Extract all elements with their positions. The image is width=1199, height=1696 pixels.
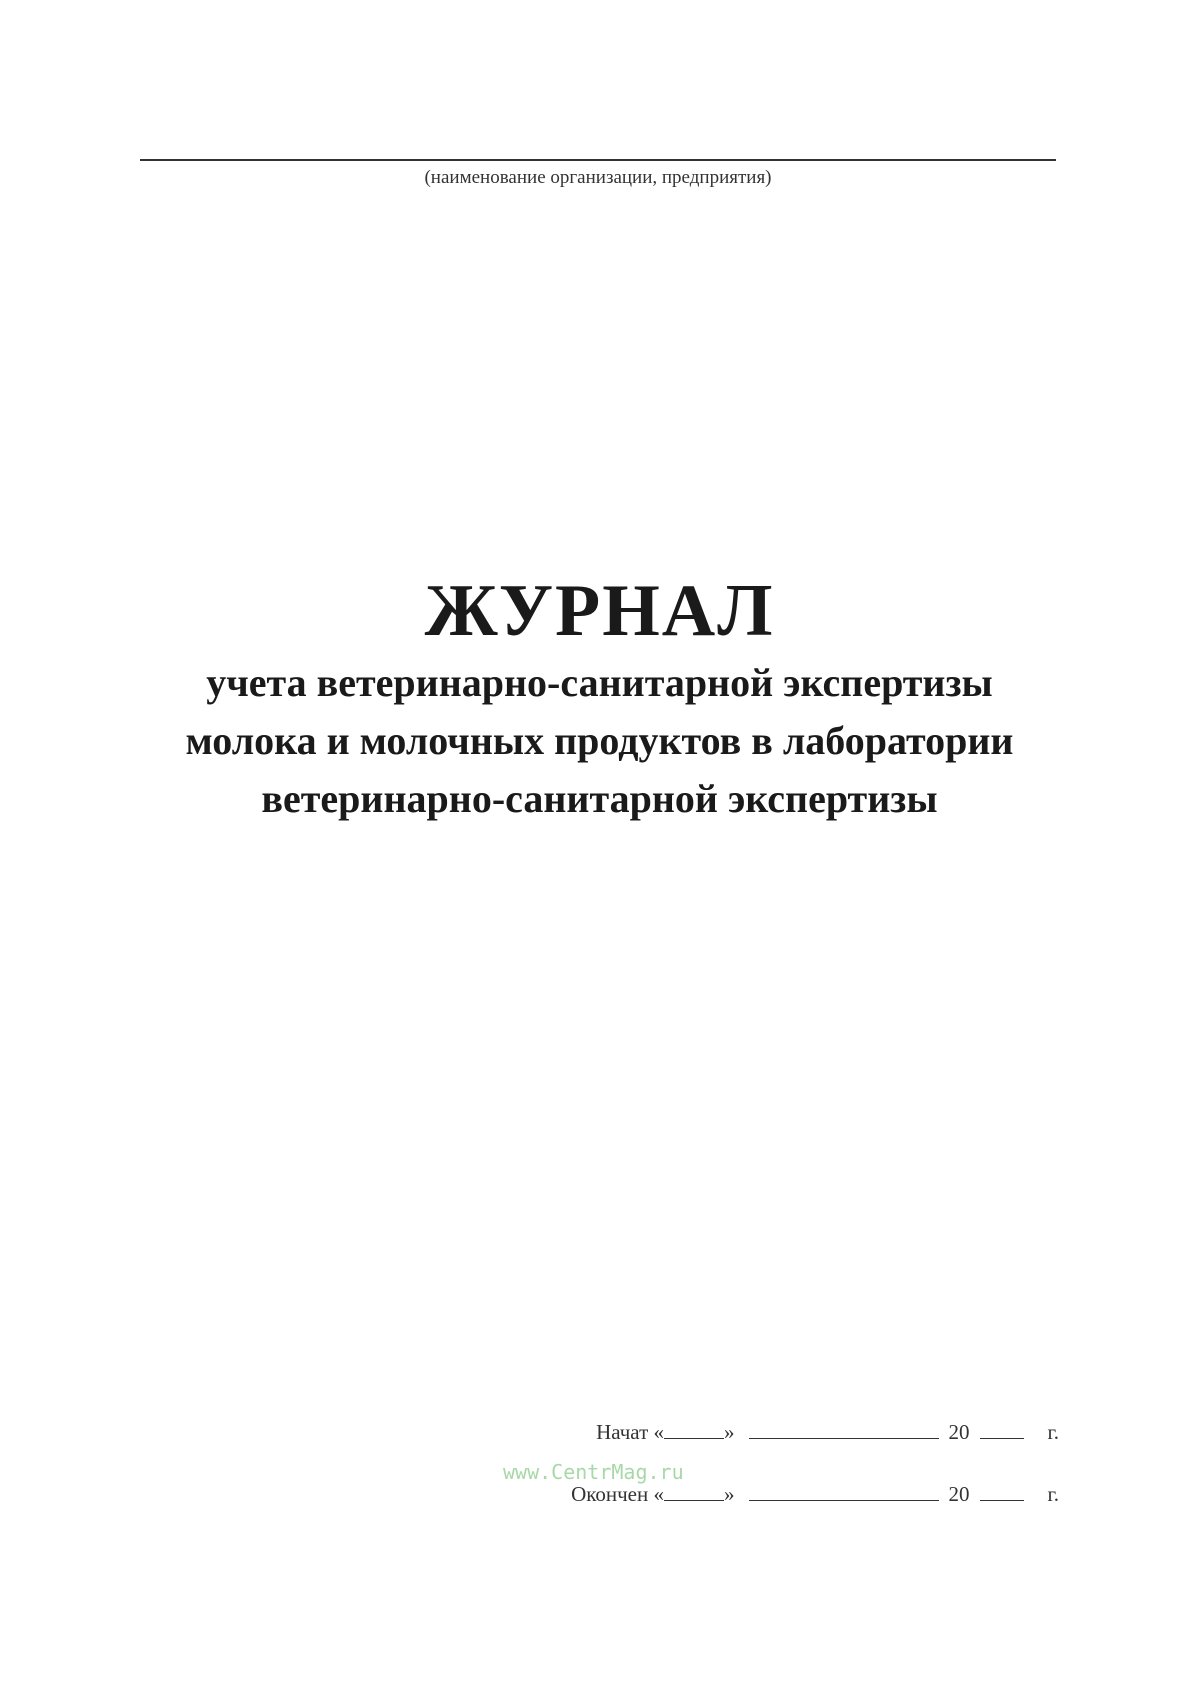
organization-caption: (наименование организации, предприятия) [424, 167, 772, 188]
started-month-blank [749, 1417, 939, 1439]
subtitle-line-3: ветеринарно-санитарной экспертизы [261, 776, 938, 821]
started-day-blank [664, 1417, 724, 1439]
started-year-blank [980, 1417, 1024, 1439]
started-label: Начат « [596, 1420, 664, 1444]
ended-year-prefix: 20 [948, 1482, 970, 1506]
document-title: ЖУРНАЛ [424, 570, 775, 652]
site-watermark: www.CentrMag.ru [503, 1460, 684, 1484]
started-quote-close: » [724, 1420, 735, 1444]
organization-name-line [140, 159, 1056, 161]
ended-label: Окончен « [571, 1482, 664, 1506]
started-year-suffix: г. [1047, 1420, 1059, 1444]
ended-year-blank [980, 1479, 1024, 1501]
started-date-row [571, 1417, 1059, 1448]
ended-year-suffix: г. [1047, 1482, 1059, 1506]
started-year-prefix: 20 [948, 1420, 970, 1444]
subtitle-line-1: учета ветеринарно-санитарной экспертизы [206, 660, 993, 705]
ended-month-blank [749, 1479, 939, 1501]
title-block [60, 568, 1139, 828]
subtitle-line-2: молока и молочных продуктов в лаборатории [185, 718, 1014, 763]
ended-quote-close: » [724, 1482, 735, 1506]
